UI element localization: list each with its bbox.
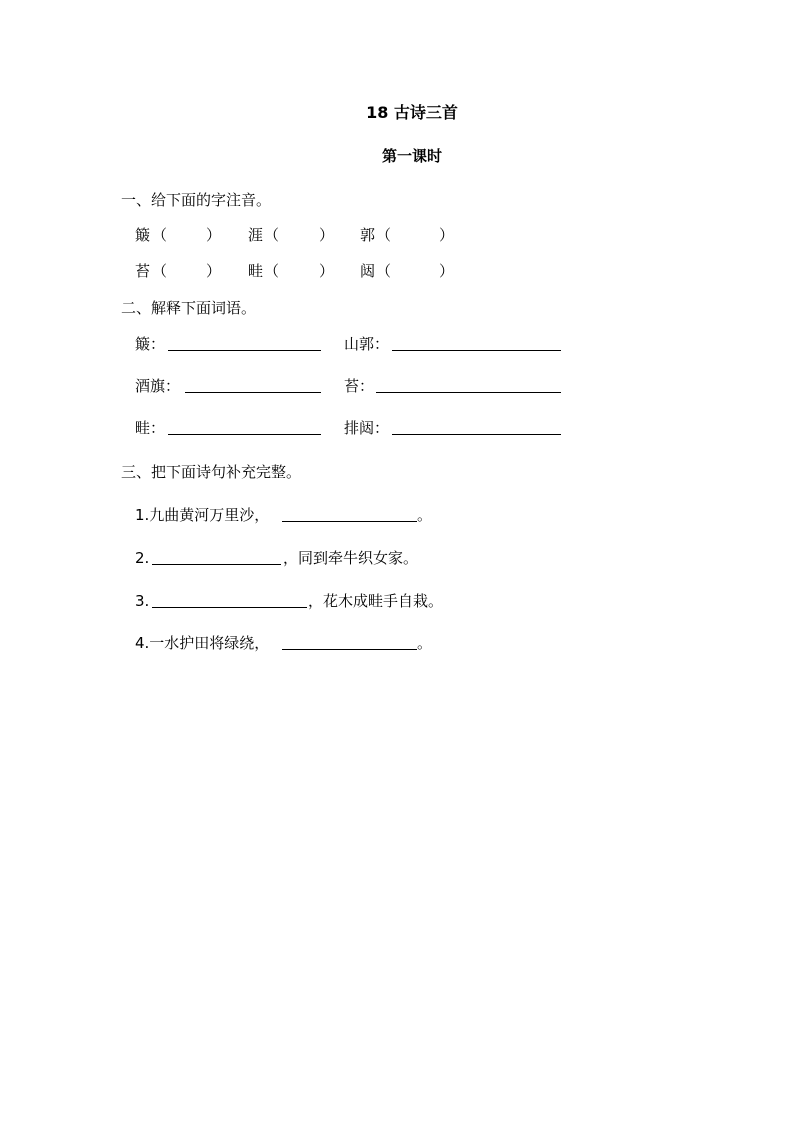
pinyin-close-paren: ） (206, 262, 222, 280)
poem-line-prefix: 3. (135, 592, 150, 610)
pinyin-open-paren: （ (152, 262, 168, 280)
pinyin-item (360, 261, 375, 281)
pinyin-item (135, 225, 150, 245)
pinyin-char: 畦 (248, 262, 264, 280)
pinyin-item (248, 261, 263, 281)
poem-line-suffix: ，同到牵牛织女家。 (283, 549, 419, 567)
pinyin-close-paren: ） (439, 226, 455, 244)
poem-line-suffix: 。 (417, 506, 433, 524)
pinyin-close-paren: ） (439, 262, 455, 280)
poem-blank[interactable] (282, 649, 417, 650)
term-label: 酒旗： (135, 377, 181, 395)
pinyin-item (360, 225, 375, 245)
lesson-subtitle: 第一课时 (381, 147, 442, 165)
pinyin-item (135, 261, 150, 281)
term-label: 簸： (135, 335, 166, 353)
poem-line-suffix: ，花木成畦手自栽。 (308, 592, 444, 610)
pinyin-item (248, 225, 263, 245)
term-label: 排闼： (344, 419, 390, 437)
poem-blank[interactable] (282, 521, 417, 522)
pinyin-char: 闼 (360, 262, 376, 280)
answer-blank[interactable] (168, 350, 321, 351)
poem-line-prefix: 4.一水护田将绿绕， (135, 634, 270, 652)
term-label: 畦： (135, 419, 166, 437)
poem-line-suffix: 。 (417, 634, 433, 652)
term-label: 苔： (344, 377, 375, 395)
section-3-heading: 三、把下面诗句补充完整。 (121, 463, 302, 481)
pinyin-close-paren: ） (319, 262, 335, 280)
page-title: 18 古诗三首 (366, 103, 458, 122)
answer-blank[interactable] (185, 392, 321, 393)
poem-line-prefix: 2. (135, 549, 150, 567)
pinyin-char: 苔 (135, 262, 151, 280)
pinyin-close-paren: ） (319, 226, 335, 244)
pinyin-char: 簸 (135, 226, 151, 244)
section-2-heading: 二、解释下面词语。 (121, 299, 257, 317)
answer-blank[interactable] (168, 434, 321, 435)
term-label: 山郭： (344, 335, 390, 353)
pinyin-open-paren: （ (264, 262, 280, 280)
pinyin-char: 郭 (360, 226, 376, 244)
poem-blank[interactable] (152, 564, 281, 565)
answer-blank[interactable] (392, 434, 561, 435)
pinyin-open-paren: （ (264, 226, 280, 244)
pinyin-open-paren: （ (152, 226, 168, 244)
pinyin-close-paren: ） (206, 226, 222, 244)
pinyin-char: 涯 (248, 226, 264, 244)
poem-line-prefix: 1.九曲黄河万里沙， (135, 506, 270, 524)
pinyin-open-paren: （ (376, 262, 392, 280)
answer-blank[interactable] (376, 392, 561, 393)
section-1-heading: 一、给下面的字注音。 (121, 191, 272, 209)
poem-blank[interactable] (152, 607, 307, 608)
answer-blank[interactable] (392, 350, 561, 351)
pinyin-open-paren: （ (376, 226, 392, 244)
